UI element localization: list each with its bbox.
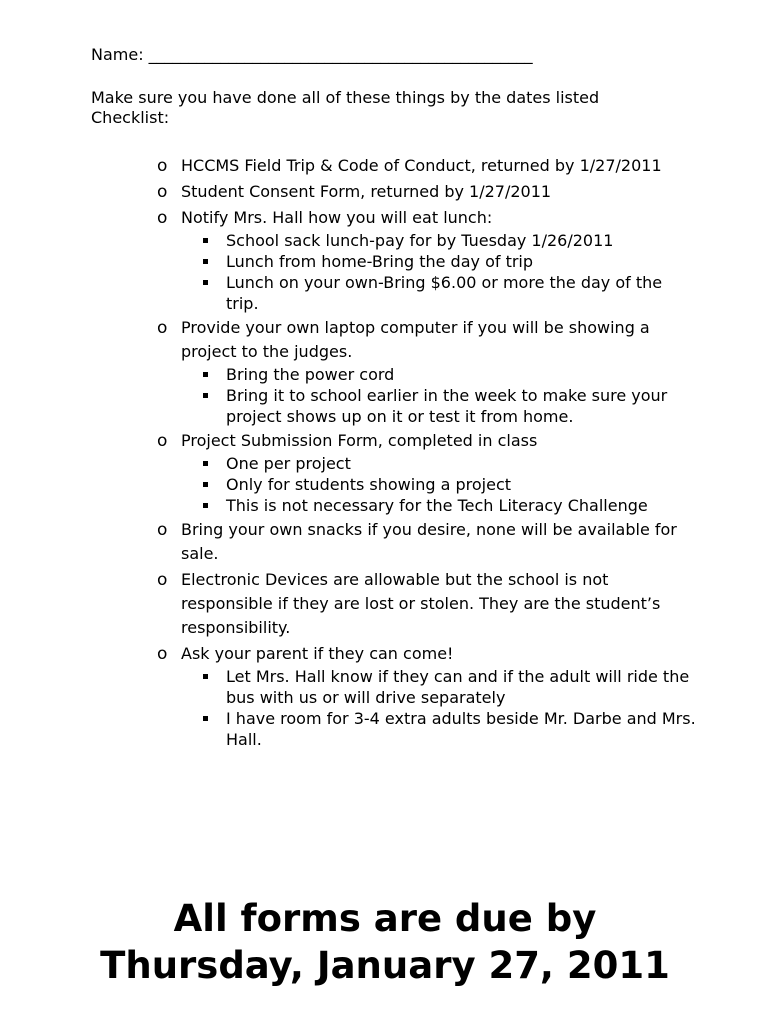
checklist-item xyxy=(157,642,697,750)
checklist-item-text: Ask your parent if they can come! xyxy=(181,644,454,663)
sub-list-item-text: This is not necessary for the Tech Literacy Challenge xyxy=(226,496,648,515)
sub-list xyxy=(203,364,697,427)
due-date-notice xyxy=(0,895,770,989)
sub-list-item-text: Let Mrs. Hall know if they can and if the adult will ride the bus with us or will drive separately xyxy=(226,667,690,707)
sub-list xyxy=(203,666,697,750)
instructions-line: Make sure you have done all of these things by the dates listed xyxy=(91,88,600,107)
sub-list-item xyxy=(203,272,697,314)
sub-list xyxy=(203,453,697,516)
sub-list-item-text: Bring it to school earlier in the week to make sure your project shows up on it or test it from home. xyxy=(226,386,668,426)
due-date-line-2: Thursday, January 27, 2011 xyxy=(100,944,670,987)
square-bullet-icon xyxy=(203,503,208,508)
sub-list-item-text: Only for students showing a project xyxy=(226,475,512,494)
checklist-heading: Checklist: xyxy=(91,108,170,127)
square-bullet-icon xyxy=(203,482,208,487)
checklist-item xyxy=(157,206,697,314)
due-date-line-1: All forms are due by xyxy=(173,897,597,940)
sub-list-item-text: I have room for 3-4 extra adults beside Mr. Darbe and Mrs. Hall. xyxy=(226,709,696,749)
sub-list-item xyxy=(203,364,697,385)
sub-list-item xyxy=(203,474,697,495)
square-bullet-icon xyxy=(203,238,208,243)
intro-text xyxy=(91,88,599,128)
sub-list-item-text: One per project xyxy=(226,454,351,473)
circle-bullet-icon: o xyxy=(157,156,168,176)
circle-bullet-icon: o xyxy=(157,570,168,590)
square-bullet-icon xyxy=(203,280,208,285)
sub-list-item-text: Lunch from home-Bring the day of trip xyxy=(226,252,534,271)
circle-bullet-icon: o xyxy=(157,318,168,338)
sub-list-item xyxy=(203,251,697,272)
checklist xyxy=(157,154,697,752)
circle-bullet-icon: o xyxy=(157,644,168,664)
square-bullet-icon xyxy=(203,372,208,377)
sub-list-item-text: Lunch on your own-Bring $6.00 or more the day of the trip. xyxy=(226,273,663,313)
sub-list-item-text: Bring the power cord xyxy=(226,365,395,384)
sub-list-item xyxy=(203,230,697,251)
circle-bullet-icon: o xyxy=(157,431,168,451)
sub-list xyxy=(203,230,697,314)
sub-list-item xyxy=(203,666,697,708)
checklist-item xyxy=(157,154,697,178)
checklist-item-text: Notify Mrs. Hall how you will eat lunch: xyxy=(181,208,493,227)
checklist-item-text: Student Consent Form, returned by 1/27/2011 xyxy=(181,182,552,201)
square-bullet-icon xyxy=(203,461,208,466)
checklist-item xyxy=(157,429,697,516)
sub-list-item xyxy=(203,495,697,516)
square-bullet-icon xyxy=(203,716,208,721)
square-bullet-icon xyxy=(203,393,208,398)
checklist-item-text: HCCMS Field Trip & Code of Conduct, returned by 1/27/2011 xyxy=(181,156,662,175)
name-field-line: Name: ________________________________________________ xyxy=(91,45,533,64)
checklist-item xyxy=(157,316,697,427)
checklist-item-text: Electronic Devices are allowable but the school is not responsible if they are lost or stolen. They are the student’s responsibility. xyxy=(181,570,661,637)
circle-bullet-icon: o xyxy=(157,208,168,228)
checklist-item xyxy=(157,568,697,640)
sub-list-item xyxy=(203,453,697,474)
checklist-item-text: Bring your own snacks if you desire, none will be available for sale. xyxy=(181,520,677,563)
circle-bullet-icon: o xyxy=(157,520,168,540)
checklist-item-text: Provide your own laptop computer if you will be showing a project to the judges. xyxy=(181,318,650,361)
circle-bullet-icon: o xyxy=(157,182,168,202)
checklist-item xyxy=(157,518,697,566)
sub-list-item-text: School sack lunch-pay for by Tuesday 1/26/2011 xyxy=(226,231,614,250)
sub-list-item xyxy=(203,385,697,427)
square-bullet-icon xyxy=(203,259,208,264)
checklist-item-text: Project Submission Form, completed in class xyxy=(181,431,538,450)
sub-list-item xyxy=(203,708,697,750)
checklist-item xyxy=(157,180,697,204)
square-bullet-icon xyxy=(203,674,208,679)
